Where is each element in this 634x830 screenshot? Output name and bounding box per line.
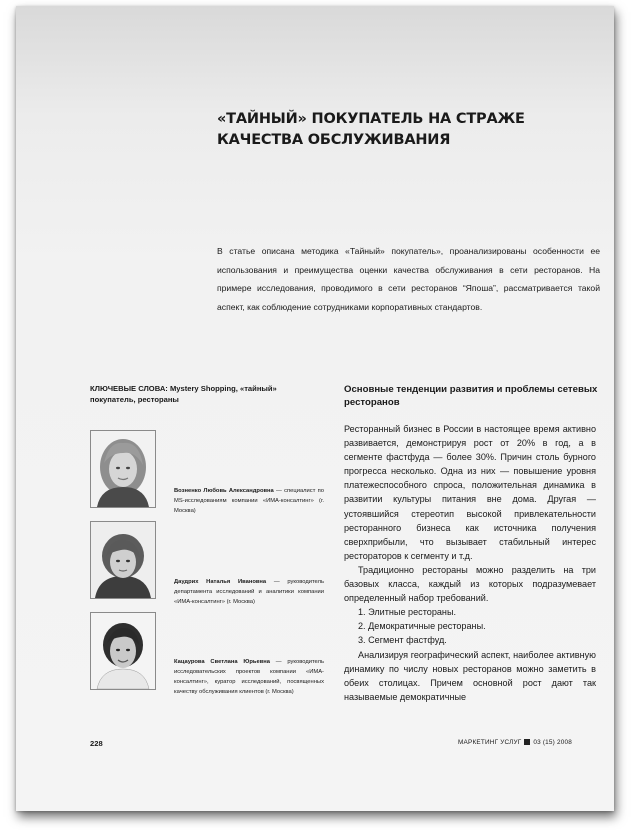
section-title: Основные тенденции развития и проблемы сетевых ресторанов <box>344 384 598 408</box>
author-description: — специалист по MS-исследованиям компании «ИМА-консалтинг» (г. Москва) <box>174 488 324 514</box>
page-number: 228 <box>90 739 103 748</box>
author-name: Кацаурова Светлана Юрьевна <box>174 659 270 665</box>
author-card <box>90 521 330 621</box>
list-item: 3. Сегмент фастфуд. <box>358 635 447 646</box>
body-paragraph: Традиционно рестораны можно разделить на три базовых класса, каждый из которых подразумевает определенный набор требований. <box>344 564 596 604</box>
article-abstract: В статье описана методика «Тайный» покупатель», проанализированы особенности ее использования и преимущества оценки качества обслуживания в сети ресторанов. На примере исследования, проводимого в сети ресторанов “Япоша”, рассматривается такой аспект, как соблюдение сотрудниками корпоративных стандартов. <box>217 246 600 312</box>
body-paragraph: Анализируя географический аспект, наиболее активную динамику по числу новых ресторанов можно заметить в обеих столицах. Причем основной рост дают так называемые демократичные <box>344 649 596 702</box>
author-card <box>90 612 330 712</box>
magazine-page <box>16 6 614 811</box>
author-photo <box>90 521 156 599</box>
author-card <box>90 430 330 530</box>
author-photo <box>90 430 156 508</box>
body-paragraph: Ресторанный бизнес в России в настоящее время активно развивается, демонстрируя рост от 20% в год, а в сегменте фастфуда — более 30%. Причин столь бурного прогресса несколько. Одна из них — повышение уровня платежеспособного спроса, положительная динамика в развитии культуры питания вне дома. Другая — устоявшийся стереотип высокой привлекательности ресторанного бизнеса как источника получения сверхприбыли, что вызывает стабильный интерес рестораторов к сегменту и т.д. <box>344 424 596 561</box>
square-bullet-icon <box>524 739 530 745</box>
author-name: Даудрих Наталья Ивановна <box>174 579 267 585</box>
list-item: 1. Элитные рестораны. <box>358 607 457 618</box>
article-body <box>344 422 596 704</box>
journal-footer <box>458 739 572 746</box>
author-bio <box>174 657 324 697</box>
author-description: — руководитель исследовательских проектов компании «ИМА-консалтинг», куратор исследований, посвященных качеству обслуживания клиентов (г. Москва) <box>174 659 324 695</box>
keywords: КЛЮЧЕВЫЕ СЛОВА: Mystery Shopping, «тайный» покупатель, рестораны <box>90 384 277 404</box>
author-bio <box>174 486 324 516</box>
list-item: 2. Демократичные рестораны. <box>358 621 486 632</box>
author-photo <box>90 612 156 690</box>
article-title: «ТАЙНЫЙ» ПОКУПАТЕЛЬ НА СТРАЖЕ КАЧЕСТВА ОБСЛУЖИВАНИЯ <box>217 111 525 148</box>
journal-name: МАРКЕТИНГ УСЛУГ <box>458 739 522 746</box>
author-name: Возненко Любовь Александровна <box>174 488 274 494</box>
journal-issue: 03 (15) 2008 <box>533 739 572 746</box>
author-description: — руководитель департамента исследований и аналитики компании «ИМА-консалтинг» (г. Москва) <box>174 579 324 605</box>
author-bio <box>174 577 324 607</box>
